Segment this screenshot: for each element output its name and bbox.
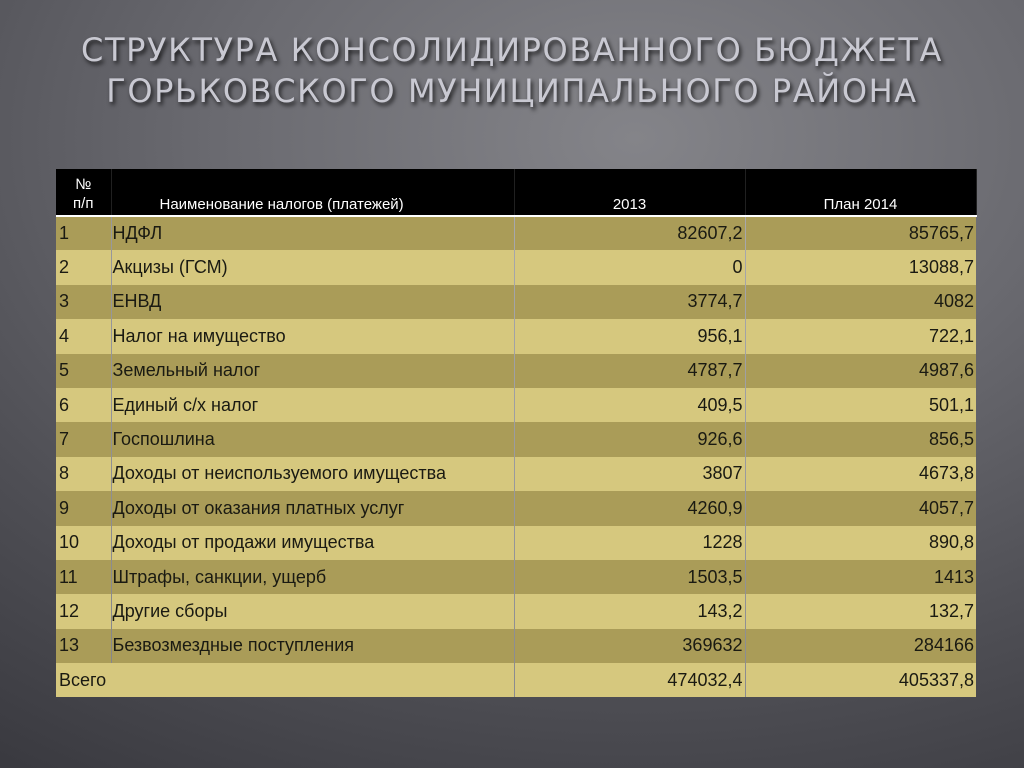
row-value-plan-2014: 284166 [745,629,976,663]
row-tax-name: Доходы от продажи имущества [111,526,514,560]
table-row [56,388,976,422]
row-number: 8 [56,457,111,491]
row-number: 7 [56,422,111,456]
row-value-plan-2014: 4673,8 [745,457,976,491]
table-row [56,319,976,353]
row-value-2013: 369632 [514,629,745,663]
table-row [56,457,976,491]
row-tax-name: Доходы от оказания платных услуг [111,491,514,525]
row-tax-name: Штрафы, санкции, ущерб [111,560,514,594]
row-value-plan-2014: 4057,7 [745,491,976,525]
table-row [56,216,976,250]
header-num-line-1: № [75,176,92,193]
row-number: 10 [56,526,111,560]
table-row [56,422,976,456]
header-row [56,169,976,216]
header-plan-2014: План 2014 [745,169,976,216]
table-row [56,285,976,319]
row-value-2013: 82607,2 [514,216,745,250]
row-number: 4 [56,319,111,353]
row-value-plan-2014: 132,7 [745,594,976,628]
table-row [56,629,976,663]
header-num-line-2: п/п [73,195,94,212]
budget-table [56,169,977,697]
slide-title-line-2: ГОРЬКОВСКОГО МУНИЦИПАЛЬНОГО РАЙОНА [106,72,918,110]
table-row [56,491,976,525]
row-number: 11 [56,560,111,594]
row-value-plan-2014: 13088,7 [745,250,976,284]
row-number: 2 [56,250,111,284]
row-tax-name: НДФЛ [111,216,514,250]
table-row [56,354,976,388]
row-number: 3 [56,285,111,319]
row-value-plan-2014: 85765,7 [745,216,976,250]
row-number: 13 [56,629,111,663]
total-row [56,663,976,697]
row-tax-name: Госпошлина [111,422,514,456]
row-tax-name: Единый с/х налог [111,388,514,422]
total-label: Всего [56,663,514,697]
row-value-plan-2014: 722,1 [745,319,976,353]
table-row [56,250,976,284]
row-value-2013: 409,5 [514,388,745,422]
row-value-2013: 0 [514,250,745,284]
row-tax-name: Земельный налог [111,354,514,388]
row-value-plan-2014: 856,5 [745,422,976,456]
row-value-2013: 4260,9 [514,491,745,525]
table-row [56,560,976,594]
row-value-plan-2014: 1413 [745,560,976,594]
row-value-plan-2014: 501,1 [745,388,976,422]
row-tax-name: ЕНВД [111,285,514,319]
row-tax-name: Акцизы (ГСМ) [111,250,514,284]
row-tax-name: Доходы от неиспользуемого имущества [111,457,514,491]
total-value-2013: 474032,4 [514,663,745,697]
row-number: 9 [56,491,111,525]
slide-title-line-1: СТРУКТУРА КОНСОЛИДИРОВАННОГО БЮДЖЕТА [81,31,943,69]
table-row [56,594,976,628]
row-value-2013: 926,6 [514,422,745,456]
row-number: 1 [56,216,111,250]
row-value-2013: 956,1 [514,319,745,353]
row-tax-name: Налог на имущество [111,319,514,353]
header-num [56,169,111,216]
row-number: 5 [56,354,111,388]
row-value-plan-2014: 890,8 [745,526,976,560]
row-tax-name: Другие сборы [111,594,514,628]
row-value-2013: 4787,7 [514,354,745,388]
row-value-2013: 3774,7 [514,285,745,319]
row-value-plan-2014: 4987,6 [745,354,976,388]
table-body [56,216,976,697]
row-number: 12 [56,594,111,628]
row-tax-name: Безвозмездные поступления [111,629,514,663]
row-number: 6 [56,388,111,422]
row-value-2013: 1228 [514,526,745,560]
table-row [56,526,976,560]
row-value-plan-2014: 4082 [745,285,976,319]
header-2013: 2013 [514,169,745,216]
slide-title [40,30,984,112]
row-value-2013: 3807 [514,457,745,491]
header-name: Наименование налогов (платежей) [111,169,514,216]
row-value-2013: 143,2 [514,594,745,628]
row-value-2013: 1503,5 [514,560,745,594]
table-header [56,169,976,216]
total-value-plan-2014: 405337,8 [745,663,976,697]
